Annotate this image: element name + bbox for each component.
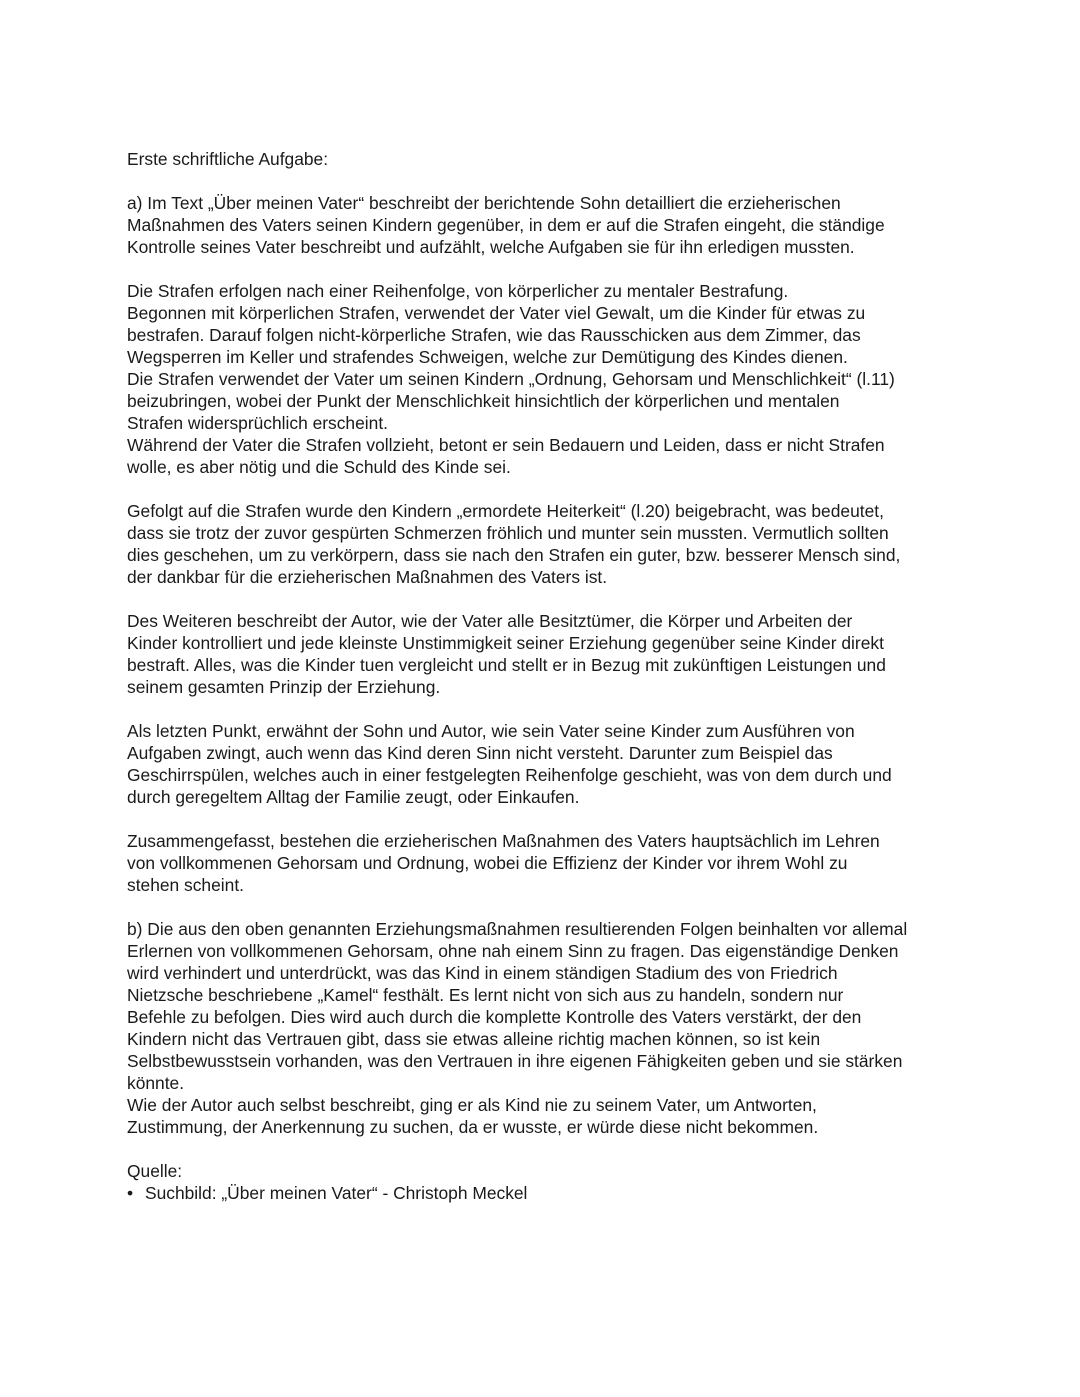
- paragraph-line: Begonnen mit körperlichen Strafen, verwendet der Vater viel Gewalt, um die Kinder für etwas zu: [127, 303, 866, 323]
- paragraph: [127, 280, 957, 478]
- paragraph-line: könnte.: [127, 1073, 185, 1093]
- paragraph-line: Zustimmung, der Anerkennung zu suchen, da er wusste, er würde diese nicht bekommen.: [127, 1117, 819, 1137]
- paragraph-line: Kindern nicht das Vertrauen gibt, dass sie etwas alleine richtig machen können, so ist kein: [127, 1029, 821, 1049]
- paragraph-line: a) Im Text „Über meinen Vater“ beschreibt der berichtende Sohn detailliert die erzieherischen: [127, 193, 841, 213]
- paragraph-line: Nietzsche beschriebene „Kamel“ festhält. Es lernt nicht von sich aus zu handeln, sondern nur: [127, 985, 844, 1005]
- paragraph-line: der dankbar für die erzieherischen Maßnahmen des Vaters ist.: [127, 567, 608, 587]
- paragraph-line: von vollkommenen Gehorsam und Ordnung, wobei die Effizienz der Kinder vor ihrem Wohl zu: [127, 853, 848, 873]
- document-page: [127, 148, 957, 1204]
- paragraph-line: Zusammengefasst, bestehen die erzieherischen Maßnahmen des Vaters hauptsächlich im Lehren: [127, 831, 880, 851]
- paragraph: [127, 720, 957, 808]
- paragraph-line: dass sie trotz der zuvor gespürten Schmerzen fröhlich und munter sein mussten. Vermutlich sollten: [127, 523, 889, 543]
- paragraph-line: dies geschehen, um zu verkörpern, dass sie nach den Strafen ein guter, bzw. besserer Mensch sind,: [127, 545, 901, 565]
- paragraph-line: Kontrolle seines Vater beschreibt und aufzählt, welche Aufgaben sie für ihn erledigen mussten.: [127, 237, 855, 257]
- document-title: Erste schriftliche Aufgabe:: [127, 149, 329, 169]
- paragraph-line: Selbstbewusstsein vorhanden, was den Vertrauen in ihre eigenen Fähigkeiten geben und sie stärken: [127, 1051, 903, 1071]
- source-item: [127, 1182, 957, 1204]
- paragraph-line: Während der Vater die Strafen vollzieht, betont er sein Bedauern und Leiden, dass er nicht Strafen: [127, 435, 885, 455]
- paragraph-line: Die Strafen verwendet der Vater um seinen Kindern „Ordnung, Gehorsam und Menschlichkeit“ (l.11): [127, 369, 895, 389]
- paragraph-line: Erlernen von vollkommenen Gehorsam, ohne nah einem Sinn zu fragen. Das eigenständige Denken: [127, 941, 899, 961]
- paragraph-line: wird verhindert und unterdrückt, was das Kind in einem ständigen Stadium des von Friedrich: [127, 963, 838, 983]
- source-text: Suchbild: „Über meinen Vater“ - Christoph Meckel: [145, 1183, 528, 1203]
- paragraph-line: Gefolgt auf die Strafen wurde den Kindern „ermordete Heiterkeit“ (l.20) beigebracht, was bedeutet,: [127, 501, 884, 521]
- paragraph-line: seinem gesamten Prinzip der Erziehung.: [127, 677, 441, 697]
- paragraph: [127, 500, 957, 588]
- paragraph-line: Als letzten Punkt, erwähnt der Sohn und Autor, wie sein Vater seine Kinder zum Ausführen von: [127, 721, 855, 741]
- paragraph-line: Strafen widersprüchlich erscheint.: [127, 413, 388, 433]
- paragraph-line: Maßnahmen des Vaters seinen Kindern gegenüber, in dem er auf die Strafen eingeht, die ständige: [127, 215, 885, 235]
- source-section: [127, 1160, 957, 1204]
- paragraph-line: Wegsperren im Keller und strafendes Schweigen, welche zur Demütigung des Kindes dienen.: [127, 347, 848, 367]
- paragraph-line: Aufgaben zwingt, auch wenn das Kind deren Sinn nicht versteht. Darunter zum Beispiel das: [127, 743, 833, 763]
- paragraph-line: Des Weiteren beschreibt der Autor, wie der Vater alle Besitztümer, die Körper und Arbeiten der: [127, 611, 853, 631]
- paragraph: [127, 918, 957, 1138]
- paragraph: [127, 192, 957, 258]
- bullet-icon: •: [127, 1183, 134, 1203]
- paragraph-line: Befehle zu befolgen. Dies wird auch durch die komplette Kontrolle des Vaters verstärkt, der den: [127, 1007, 862, 1027]
- paragraph-line: b) Die aus den oben genannten Erziehungsmaßnahmen resultierenden Folgen beinhalten vor allemal: [127, 919, 908, 939]
- paragraph-line: bestraft. Alles, was die Kinder tuen vergleicht und stellt er in Bezug mit zukünftigen Leistungen und: [127, 655, 886, 675]
- paragraph-line: Die Strafen erfolgen nach einer Reihenfolge, von körperlicher zu mentaler Bestrafung.: [127, 281, 789, 301]
- paragraph: [127, 610, 957, 698]
- document-body: [127, 192, 957, 1138]
- paragraph-line: Wie der Autor auch selbst beschreibt, ging er als Kind nie zu seinem Vater, um Antworten,: [127, 1095, 817, 1115]
- paragraph-line: Geschirrspülen, welches auch in einer festgelegten Reihenfolge geschieht, was von dem durch und: [127, 765, 892, 785]
- paragraph-line: beizubringen, wobei der Punkt der Menschlichkeit hinsichtlich der körperlichen und mentalen: [127, 391, 840, 411]
- paragraph-line: stehen scheint.: [127, 875, 244, 895]
- source-heading: Quelle:: [127, 1161, 183, 1181]
- paragraph-line: wolle, es aber nötig und die Schuld des Kinde sei.: [127, 457, 511, 477]
- paragraph-line: Kinder kontrolliert und jede kleinste Unstimmigkeit seiner Erziehung gegenüber seine Kinder direkt: [127, 633, 884, 653]
- source-list: [127, 1182, 957, 1204]
- paragraph-line: durch geregeltem Alltag der Familie zeugt, oder Einkaufen.: [127, 787, 580, 807]
- paragraph: [127, 830, 957, 896]
- paragraph-line: bestrafen. Darauf folgen nicht-körperliche Strafen, wie das Rausschicken aus dem Zimmer, das: [127, 325, 861, 345]
